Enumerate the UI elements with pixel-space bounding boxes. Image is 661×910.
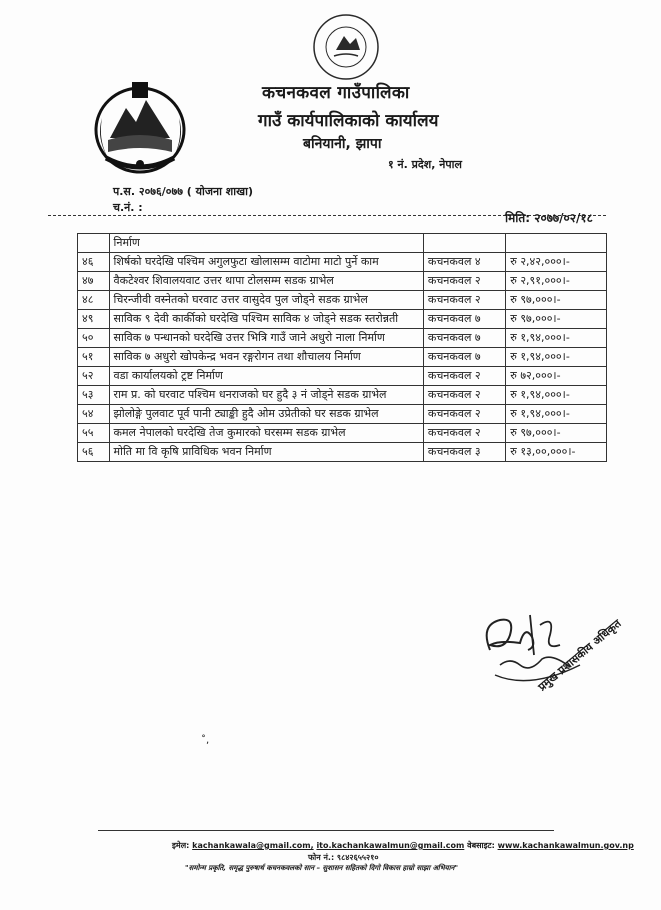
serial-cell: ४९ (78, 310, 110, 329)
table-row (78, 405, 607, 424)
table-row (78, 234, 607, 253)
office-address: बनियानी, झापा (303, 136, 382, 152)
description-cell: शिर्षको घरदेखि पश्चिम अगुलफुटा खोलासम्म वाटोमा माटो पुर्ने काम (109, 253, 423, 272)
website-label: वेबसाइट: (467, 841, 495, 850)
amount-cell: रु १,९४,०००।- (506, 405, 607, 424)
handwritten-signature (470, 595, 590, 705)
website-link[interactable]: www.kachankawalmun.gov.np (497, 841, 634, 850)
ward-cell (423, 234, 505, 253)
amount-cell: रु ७२,०००।- (506, 367, 607, 386)
email-link-1[interactable]: kachankawala@gmail.com, (192, 841, 314, 850)
description-cell: साविक ९ देवी कार्कीको घरदेखि पश्चिम साविक ४ जोड्ने सडक स्तरोन्नती (109, 310, 423, 329)
serial-cell: ४७ (78, 272, 110, 291)
footer-phone: फोन नं.: ९८४२६५५२१० (308, 853, 379, 862)
amount-cell: रु २,९१,०००।- (506, 272, 607, 291)
amount-cell: रु २,४२,०००।- (506, 253, 607, 272)
amount-cell: रु ९७,०००।- (506, 310, 607, 329)
amount-cell: रु ९७,०००।- (506, 291, 607, 310)
description-cell: साविक ७ अधुरो खोपकेन्द्र भवन रङ्गरोगन तथा शौचालय निर्माण (109, 348, 423, 367)
amount-cell: रु १३,००,०००।- (506, 443, 607, 462)
organization-name: कचनकवल गाउँपालिका (262, 83, 410, 103)
description-cell: चिरन्जीवी वस्नेतको घरवाट उत्तर वासुदेव पुल जोड्ने सडक ग्राभेल (109, 291, 423, 310)
description-cell: कमल नेपालको घरदेखि तेज कुमारको घरसम्म सडक ग्राभेल (109, 424, 423, 443)
table-row (78, 386, 607, 405)
amount-cell: रु १,९४,०००।- (506, 348, 607, 367)
office-stamp-seal (300, 12, 392, 82)
serial-cell: ४६ (78, 253, 110, 272)
ward-cell: कचनकवल २ (423, 405, 505, 424)
serial-cell: ५३ (78, 386, 110, 405)
amount-cell: रु १,९४,०००।- (506, 386, 607, 405)
stray-mark: ˚, (201, 735, 210, 746)
footer-contacts (172, 840, 634, 851)
table-row (78, 253, 607, 272)
ward-cell: कचनकवल ३ (423, 443, 505, 462)
serial-cell: ५० (78, 329, 110, 348)
ward-cell: कचनकवल २ (423, 386, 505, 405)
amount-cell (506, 234, 607, 253)
letter-date: मिति: २०७७/०२/१८ (505, 211, 593, 225)
serial-cell (78, 234, 110, 253)
ward-cell: कचनकवल ४ (423, 253, 505, 272)
email-link-2[interactable]: ito.kachankawalmun@gmail.com (316, 841, 465, 850)
serial-cell: ५२ (78, 367, 110, 386)
project-table (77, 233, 607, 462)
ward-cell: कचनकवल २ (423, 272, 505, 291)
footer-slogan: "समोन्म प्रकृति, समृद्ध पुरुषार्थ कचनकवलको सान – सुशासन सहितको दिगो विकास हाम्रो साझा अभियान" (185, 864, 459, 872)
ward-cell: कचनकवल ७ (423, 348, 505, 367)
province-line: १ नं. प्रदेश, नेपाल (388, 158, 462, 171)
signatory-title: प्रमुख प्रशासकीय अधिकृत (535, 616, 624, 694)
description-cell: साविक ७ पन्धानको घरदेखि उत्तर भित्रि गाउँ जाने अधुरो नाला निर्माण (109, 329, 423, 348)
table-row (78, 424, 607, 443)
table-row (78, 310, 607, 329)
serial-cell: ५६ (78, 443, 110, 462)
description-cell: झोलोङ्गे पुलवाट पूर्व पानी ट्याङ्की हुदै ओम उप्रेतीको घर सडक ग्राभेल (109, 405, 423, 424)
serial-cell: ४८ (78, 291, 110, 310)
ward-cell: कचनकवल ७ (423, 329, 505, 348)
description-cell: मोति मा वि कृषि प्राविधिक भवन निर्माण (109, 443, 423, 462)
table-row (78, 329, 607, 348)
serial-cell: ५४ (78, 405, 110, 424)
serial-cell: ५५ (78, 424, 110, 443)
ward-cell: कचनकवल २ (423, 367, 505, 386)
table-row (78, 272, 607, 291)
description-cell: राम प्र. को घरवाट पश्चिम धनराजको घर हुदै ३ नं जोड्ने सडक ग्राभेल (109, 386, 423, 405)
ward-cell: कचनकवल ७ (423, 310, 505, 329)
table-row (78, 367, 607, 386)
ward-cell: कचनकवल २ (423, 291, 505, 310)
description-cell: निर्माण (109, 234, 423, 253)
nepal-emblem-logo (88, 78, 193, 178)
table-row (78, 348, 607, 367)
amount-cell: रु १,९४,०००।- (506, 329, 607, 348)
office-name: गाउँ कार्यपालिकाको कार्यालय (258, 111, 439, 131)
table-row (78, 291, 607, 310)
amount-cell: रु ९७,०००।- (506, 424, 607, 443)
table-row (78, 443, 607, 462)
footer-divider (98, 830, 554, 831)
serial-cell: ५१ (78, 348, 110, 367)
dispatch-number: च.नं. : (113, 201, 143, 214)
email-label: इमेल: (172, 841, 190, 850)
reference-number: प.स. २०७६/०७७ ( योजना शाखा) (113, 185, 253, 198)
description-cell: वडा कार्यालयको ट्रष्ट निर्माण (109, 367, 423, 386)
ward-cell: कचनकवल २ (423, 424, 505, 443)
description-cell: वैकटेश्वर शिवालयवाट उत्तर थापा टोलसम्म सडक ग्राभेल (109, 272, 423, 291)
